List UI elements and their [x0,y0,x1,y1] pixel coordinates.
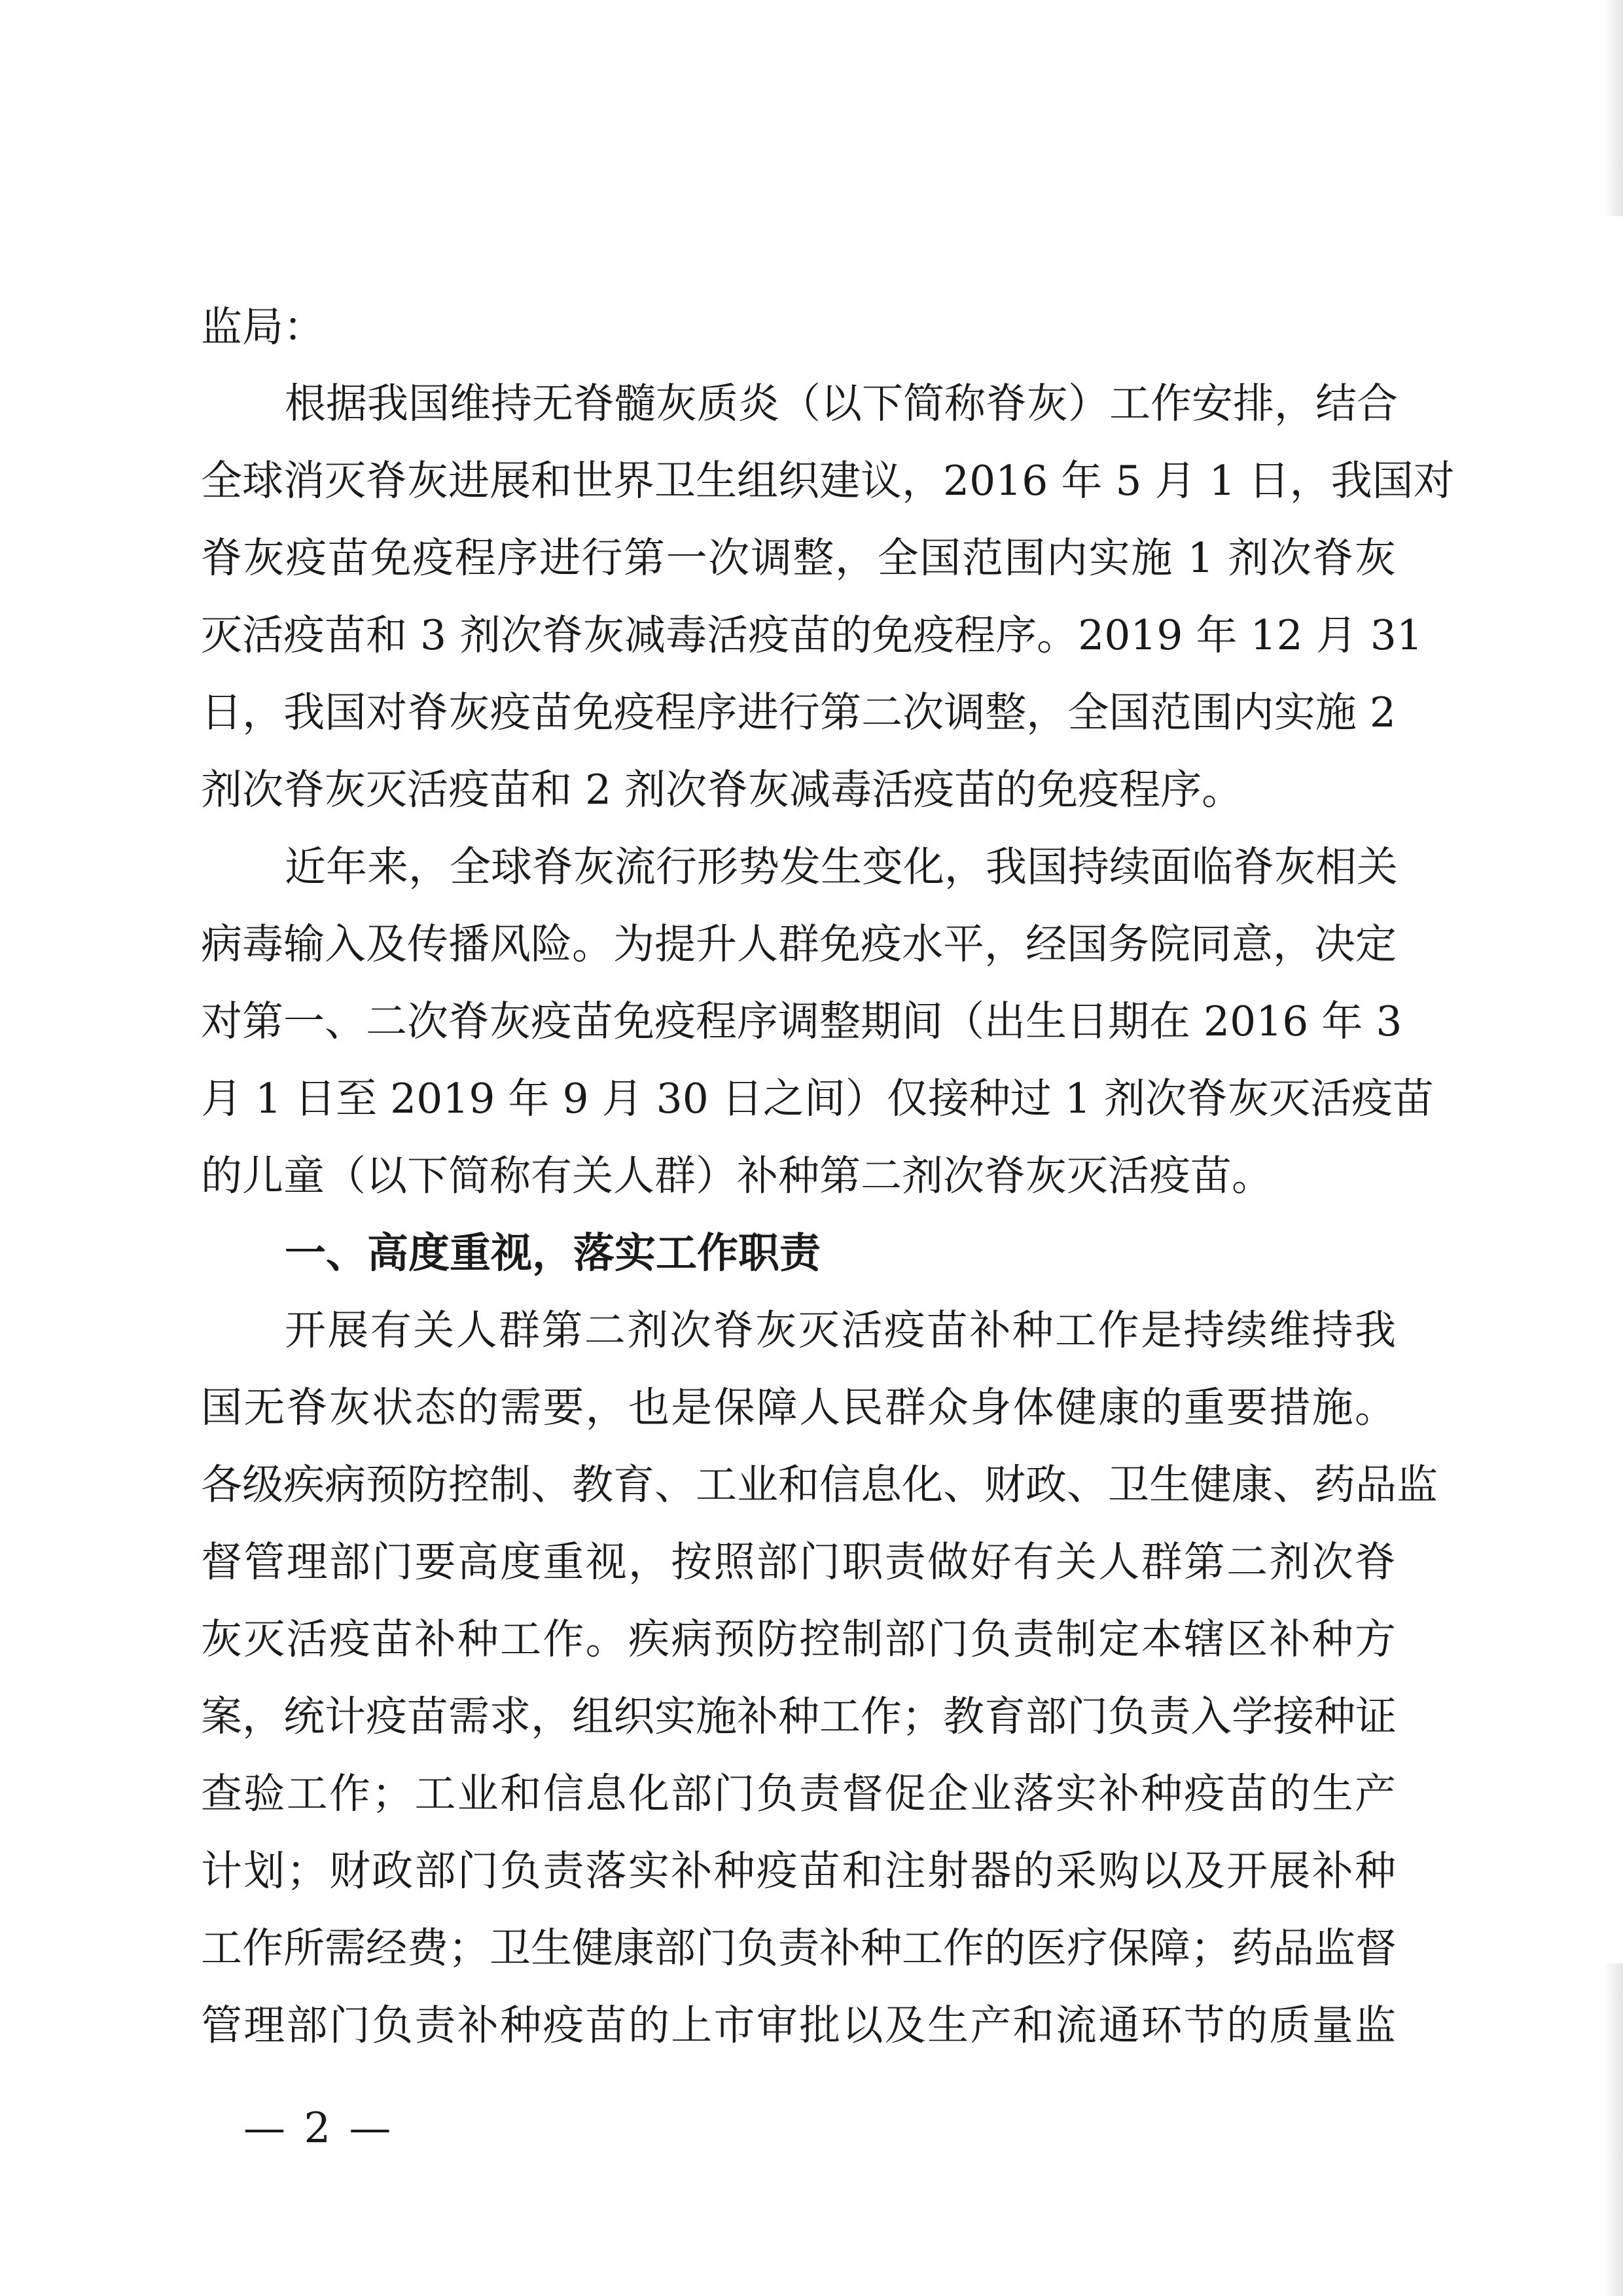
section-paragraph-line-7: 查验工作；工业和信息化部门负责督促企业落实补种疫苗的生产 [201,1770,1396,1818]
section-paragraph-line-8: 计划；财政部门负责落实补种疫苗和注射器的采购以及开展补种 [201,1847,1396,1895]
section-paragraph-line-1: 开展有关人群第二剂次脊灰灭活疫苗补种工作是持续维持我 [285,1306,1396,1354]
paragraph-1-line-1: 根据我国维持无脊髓灰质炎（以下简称脊灰）工作安排，结合 [285,380,1398,427]
page-number: — 2 — [243,2104,394,2153]
paragraph-2-line-3: 对第一、二次脊灰疫苗免疫程序调整期间（出生日期在 2016 年 3 [201,997,1402,1045]
paragraph-1-line-5: 日，我国对脊灰疫苗免疫程序进行第二次调整，全国范围内实施 2 [201,689,1396,736]
paragraph-2-line-2: 病毒输入及传播风险。为提升人群免疫水平，经国务院同意，决定 [201,920,1397,968]
section-paragraph-line-2: 国无脊灰状态的需要，也是保障人民群众身体健康的重要措施。 [201,1384,1396,1431]
section-paragraph-line-9: 工作所需经费；卫生健康部门负责补种工作的医疗保障；药品监督 [201,1924,1397,1972]
section-paragraph-line-3: 各级疾病预防控制、教育、工业和信息化、财政、卫生健康、药品监 [201,1461,1438,1509]
section-paragraph-line-5: 灰灭活疫苗补种工作。疾病预防控制部门负责制定本辖区补种方 [201,1615,1396,1663]
paragraph-2-line-4: 月 1 日至 2019 年 9 月 30 日之间）仅接种过 1 剂次脊灰灭活疫苗 [201,1075,1435,1122]
scan-edge-bottom [1603,1964,1623,2296]
section-paragraph-line-6: 案，统计疫苗需求，组织实施补种工作；教育部门负责入学接种证 [201,1693,1397,1740]
paragraph-1-line-4: 灭活疫苗和 3 剂次脊灰减毒活疫苗的免疫程序。2019 年 12 月 31 [201,611,1423,659]
opening-line: 监局： [201,303,325,351]
section-paragraph-line-10: 管理部门负责补种疫苗的上市审批以及生产和流通环节的质量监 [201,2001,1396,2049]
paragraph-2-line-1: 近年来，全球脊灰流行形势发生变化，我国持续面临脊灰相关 [285,843,1398,891]
section-heading: 一、高度重视，落实工作职责 [285,1229,821,1277]
section-paragraph-line-4: 督管理部门要高度重视，按照部门职责做好有关人群第二剂次脊 [201,1538,1396,1586]
paragraph-1-line-3: 脊灰疫苗免疫程序进行第一次调整，全国范围内实施 1 剂次脊灰 [201,534,1396,582]
paragraph-1-line-6: 剂次脊灰灭活疫苗和 2 剂次脊灰减毒活疫苗的免疫程序。 [201,766,1243,814]
paragraph-1-line-2: 全球消灭脊灰进展和世界卫生组织建议，2016 年 5 月 1 日，我国对 [201,457,1455,505]
scan-edge-top [1603,0,1623,216]
paragraph-2-line-5: 的儿童（以下简称有关人群）补种第二剂次脊灰灭活疫苗。 [201,1152,1273,1200]
